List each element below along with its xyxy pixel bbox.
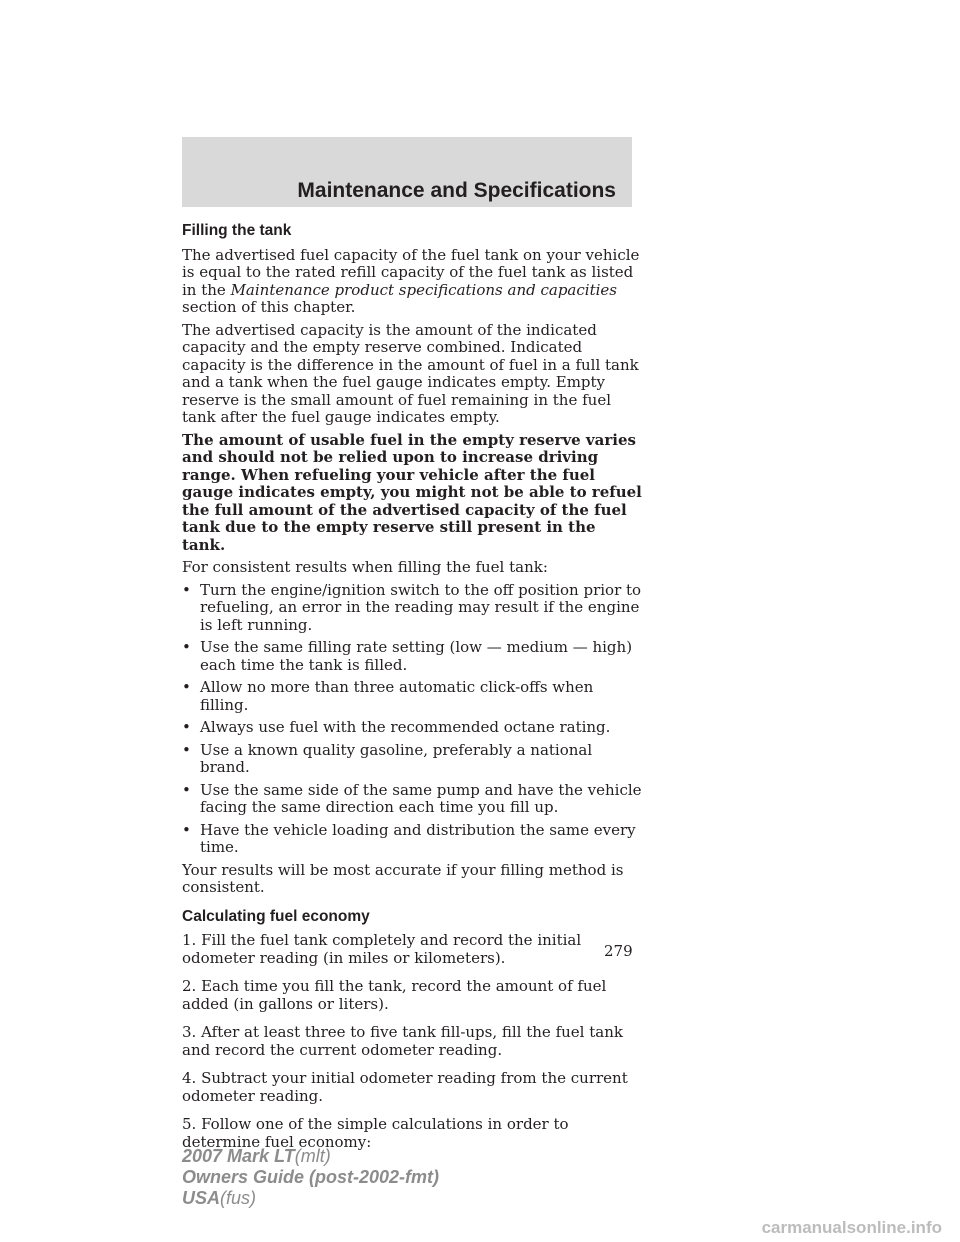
heading-calculating-fuel-economy: Calculating fuel economy <box>182 907 370 925</box>
paragraph-text: The advertised fuel capacity of the fuel tank on your vehicle is equal to the rated refill capacity of the fuel tank as listed in the <box>182 245 640 299</box>
list-item <box>182 782 642 817</box>
section-title: Maintenance and Specifications <box>297 179 616 202</box>
bullet-icon: • <box>182 740 191 759</box>
bullet-icon: • <box>182 820 191 839</box>
bullet-icon: • <box>182 718 191 736</box>
reference-link-text: Maintenance product specifications and capacities <box>230 280 617 299</box>
list-item-text: Allow no more than three automatic click-offs when filling. <box>200 678 594 714</box>
bullet-icon: • <box>182 580 191 599</box>
footer-line-1 <box>182 1146 439 1167</box>
step-1: 1. Fill the fuel tank completely and record the initial odometer reading (in miles or kilometers). <box>182 931 582 967</box>
footer-region-code: (fus) <box>220 1188 257 1208</box>
page-content <box>182 222 642 1156</box>
footer-line-3 <box>182 1188 439 1209</box>
list-item <box>182 719 642 737</box>
bullet-icon: • <box>182 638 191 656</box>
list-item-text: Use the same side of the same pump and have the vehicle facing the same direction each time you fill up. <box>200 780 642 816</box>
step-2: 2. Each time you fill the tank, record the amount of fuel added (in gallons or liters). <box>182 977 607 1013</box>
footer-model-code: (mlt) <box>294 1146 331 1166</box>
footer-region: USA <box>182 1188 221 1208</box>
watermark: carmanualsonline.info <box>761 1218 942 1237</box>
list-item <box>182 822 642 857</box>
bullet-list <box>182 582 642 857</box>
section-header-bar <box>182 137 632 207</box>
list-item <box>182 679 642 714</box>
bullet-icon: • <box>182 678 191 696</box>
list-item-text: Always use fuel with the recommended octane rating. <box>200 718 611 736</box>
list-item <box>182 639 642 674</box>
paragraph-text: section of this chapter. <box>182 298 356 316</box>
paragraph-advertised-capacity <box>182 247 642 317</box>
step-5: 5. Follow one of the simple calculations in order to determine fuel economy: <box>182 1115 569 1151</box>
list-item-text: Use a known quality gasoline, preferably a national brand. <box>200 740 593 776</box>
page-number: 279 <box>604 942 633 960</box>
step-3: 3. After at least three to five tank fill-ups, fill the fuel tank and record the current odometer reading. <box>182 1023 623 1059</box>
bullet-icon: • <box>182 780 191 799</box>
footer-guide: Owners Guide (post-2002-fmt) <box>182 1167 440 1187</box>
footer-line-2 <box>182 1167 439 1188</box>
document-footer <box>182 1146 439 1209</box>
footer-model: 2007 Mark LT <box>182 1146 295 1166</box>
list-item-text: Have the vehicle loading and distribution the same every time. <box>200 820 636 856</box>
list-item-text: Turn the engine/ignition switch to the off position prior to refueling, an error in the reading may result if the engine is left running. <box>200 580 642 634</box>
list-item <box>182 582 642 635</box>
paragraph-consistent-results: For consistent results when filling the fuel tank: <box>182 558 548 576</box>
paragraph-closing: Your results will be most accurate if your filling method is consistent. <box>182 860 624 896</box>
heading-filling-the-tank: Filling the tank <box>182 222 292 239</box>
step-4: 4. Subtract your initial odometer reading from the current odometer reading. <box>182 1069 628 1105</box>
list-item-text: Use the same filling rate setting (low — medium — high) each time the tank is filled. <box>200 638 633 674</box>
paragraph-capacity-definition: The advertised capacity is the amount of the indicated capacity and the empty reserve combined. Indicated capacity is the difference in the amount of fuel in a full tank and a tank when the fuel gauge indicates empty. Empty reserve is the small amount of fuel remaining in the fuel tank after the fuel gauge indicates empty. <box>182 320 639 426</box>
warning-paragraph: The amount of usable fuel in the empty reserve varies and should not be relied upon to increase driving range. When refueling your vehicle after the fuel gauge indicates empty, you might not be able to refuel the full amount of the advertised capacity of the fuel tank due to the empty reserve still present in the tank. <box>182 430 642 554</box>
list-item <box>182 742 642 777</box>
